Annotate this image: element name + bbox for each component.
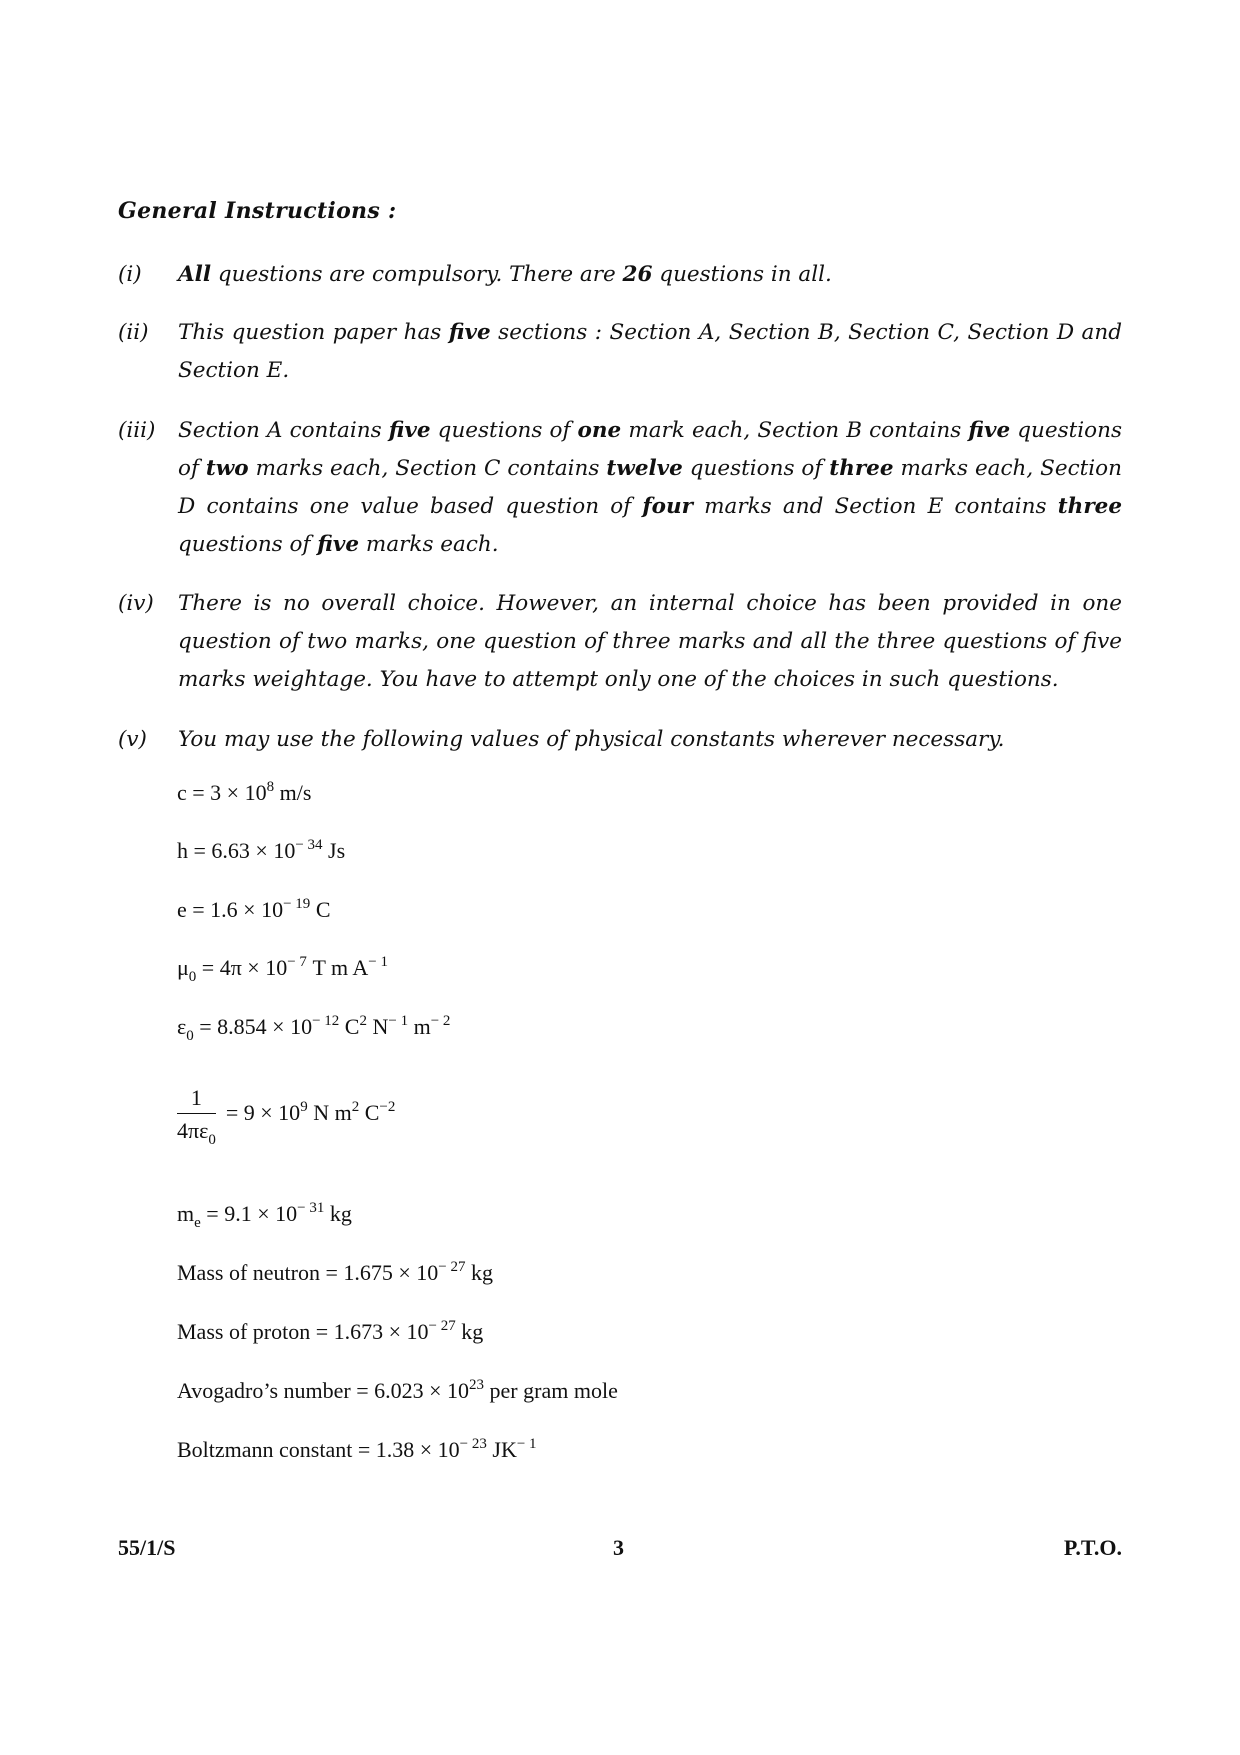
constant-planck: $h = 6.63 \times 10^{- 34}$ Js	[177, 837, 346, 863]
fraction-denominator: $4\pi\varepsilon_0$	[177, 1118, 216, 1148]
pto-label: P.T.O.	[1063, 1535, 1122, 1560]
fraction-numerator: 1	[177, 1085, 216, 1114]
item-text: All questions are compulsory. There are 26 questions in all.	[178, 262, 832, 287]
item-text: Section A contains five questions of one mark each, Section B contains five questions of two marks each, Section C contains twelve questions of three marks each, Section D contains one value based question of four marks and Section E contains three questions of five marks each.	[178, 418, 1122, 557]
item-number: (v)	[118, 727, 147, 752]
paper-code: 55/1/S	[118, 1535, 176, 1560]
item-number: (i)	[118, 262, 142, 287]
constant-electron-mass: $m_e = 9.1 \times 10^{- 31}$ kg	[177, 1200, 352, 1231]
item-text: You may use the following values of physical constants wherever necessary.	[178, 727, 1005, 752]
fraction	[177, 1085, 216, 1148]
constant-epsilon0: $\varepsilon_0 = 8.854 \times 10^{- 12}$ $C^2$ $N^{- 1}$ $m^{- 2}$	[177, 1013, 451, 1044]
page-number: 3	[613, 1535, 624, 1560]
item-text: There is no overall choice. However, an internal choice has been provided in one question of two marks, one question of three marks and all the three questions of five marks weightage. You have to attempt only one of the choices in such questions.	[178, 591, 1122, 692]
item-number: (ii)	[118, 320, 149, 345]
constant-neutron-mass: Mass of neutron = $1.675 \times 10^{- 27}$ kg	[177, 1259, 494, 1285]
item-number: (iii)	[118, 418, 156, 443]
constant-avogadro: Avogadro’s number = $6.023 \times 10^{23}$ per gram mole	[177, 1377, 618, 1403]
constant-proton-mass: Mass of proton = $1.673 \times 10^{- 27}$ kg	[177, 1318, 484, 1344]
page-title: General Instructions :	[118, 198, 397, 224]
item-number: (iv)	[118, 591, 154, 616]
fraction-rhs: = $9 \times 10^9$ N $m^2$ $C^{-2}$	[225, 1098, 396, 1125]
constant-speed-of-light: $c = 3 \times 10^8$ m/s	[177, 779, 312, 805]
constant-coulomb	[177, 1085, 396, 1148]
constant-electron-charge: $e = 1.6 \times 10^{- 19}$ C	[177, 896, 331, 922]
constant-mu0: $\mu_0 = 4\pi \times 10^{- 7}$ T m $A^{- 1}$	[177, 954, 388, 985]
constant-boltzmann: Boltzmann constant = $1.38 \times 10^{- 23}$ $JK^{- 1}$	[177, 1436, 537, 1462]
item-text: This question paper has five sections : Section A, Section B, Section C, Section D and Section E.	[178, 320, 1122, 383]
